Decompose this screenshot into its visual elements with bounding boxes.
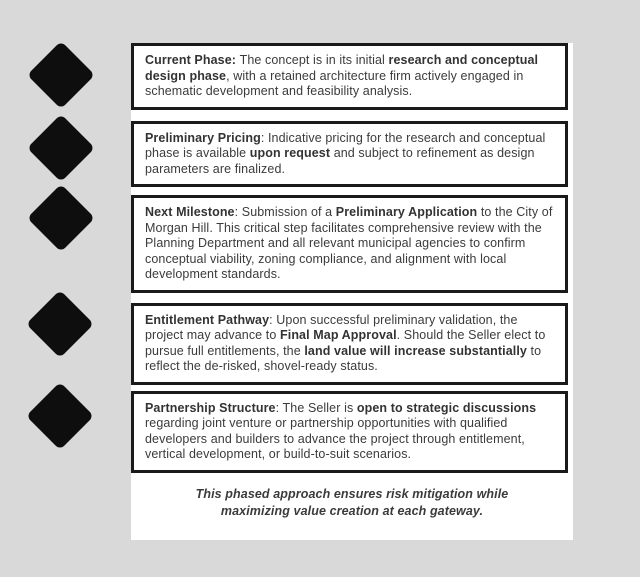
phase-box-next-milestone (131, 195, 568, 293)
phase-text: Entitlement Pathway: Upon successful preliminary validation, the project may advance to Final Map Approval. Should the Seller elect to pursue full entitlements, the land value will increase substantially to reflect the de-risked, shovel-ready status. (145, 312, 546, 373)
content-panel (131, 43, 573, 540)
phase-text: Preliminary Pricing: Indicative pricing for the research and conceptual phase is available upon request and subject to refinement as design parameters are finalized. (145, 130, 546, 176)
diamond-icon (26, 382, 94, 450)
diamond-icon (27, 114, 95, 182)
phase-text: Partnership Structure: The Seller is open to strategic discussions regarding joint venture or partnership opportunities with qualified developers and builders to advance the project through entitlement, vertical development, or build-to-suit scenarios. (145, 400, 537, 461)
phase-box-partnership-structure (131, 391, 568, 473)
diamond-icon (27, 184, 95, 252)
phase-text: Current Phase: The concept is in its initial research and conceptual design phase, with a retained architecture firm actively engaged in schematic development and feasibility analysis. (145, 53, 539, 98)
phase-box-current-phase (131, 43, 568, 110)
phase-text: Next Milestone: Submission of a Preliminary Application to the City of Morgan Hill. This critical step facilitates comprehensive review with the Planning Department and all relevant municipal agencies to confirm conceptual viability, zoning compliance, and alignment with local development standards. (145, 205, 553, 281)
closing-note: This phased approach ensures risk mitigation while maximizing value creation at each gateway. (195, 486, 509, 518)
bullet-column (0, 0, 130, 577)
phase-box-entitlement-pathway (131, 303, 568, 385)
phase-box-preliminary-pricing (131, 121, 568, 188)
diamond-icon (26, 290, 94, 358)
diamond-icon (27, 41, 95, 109)
